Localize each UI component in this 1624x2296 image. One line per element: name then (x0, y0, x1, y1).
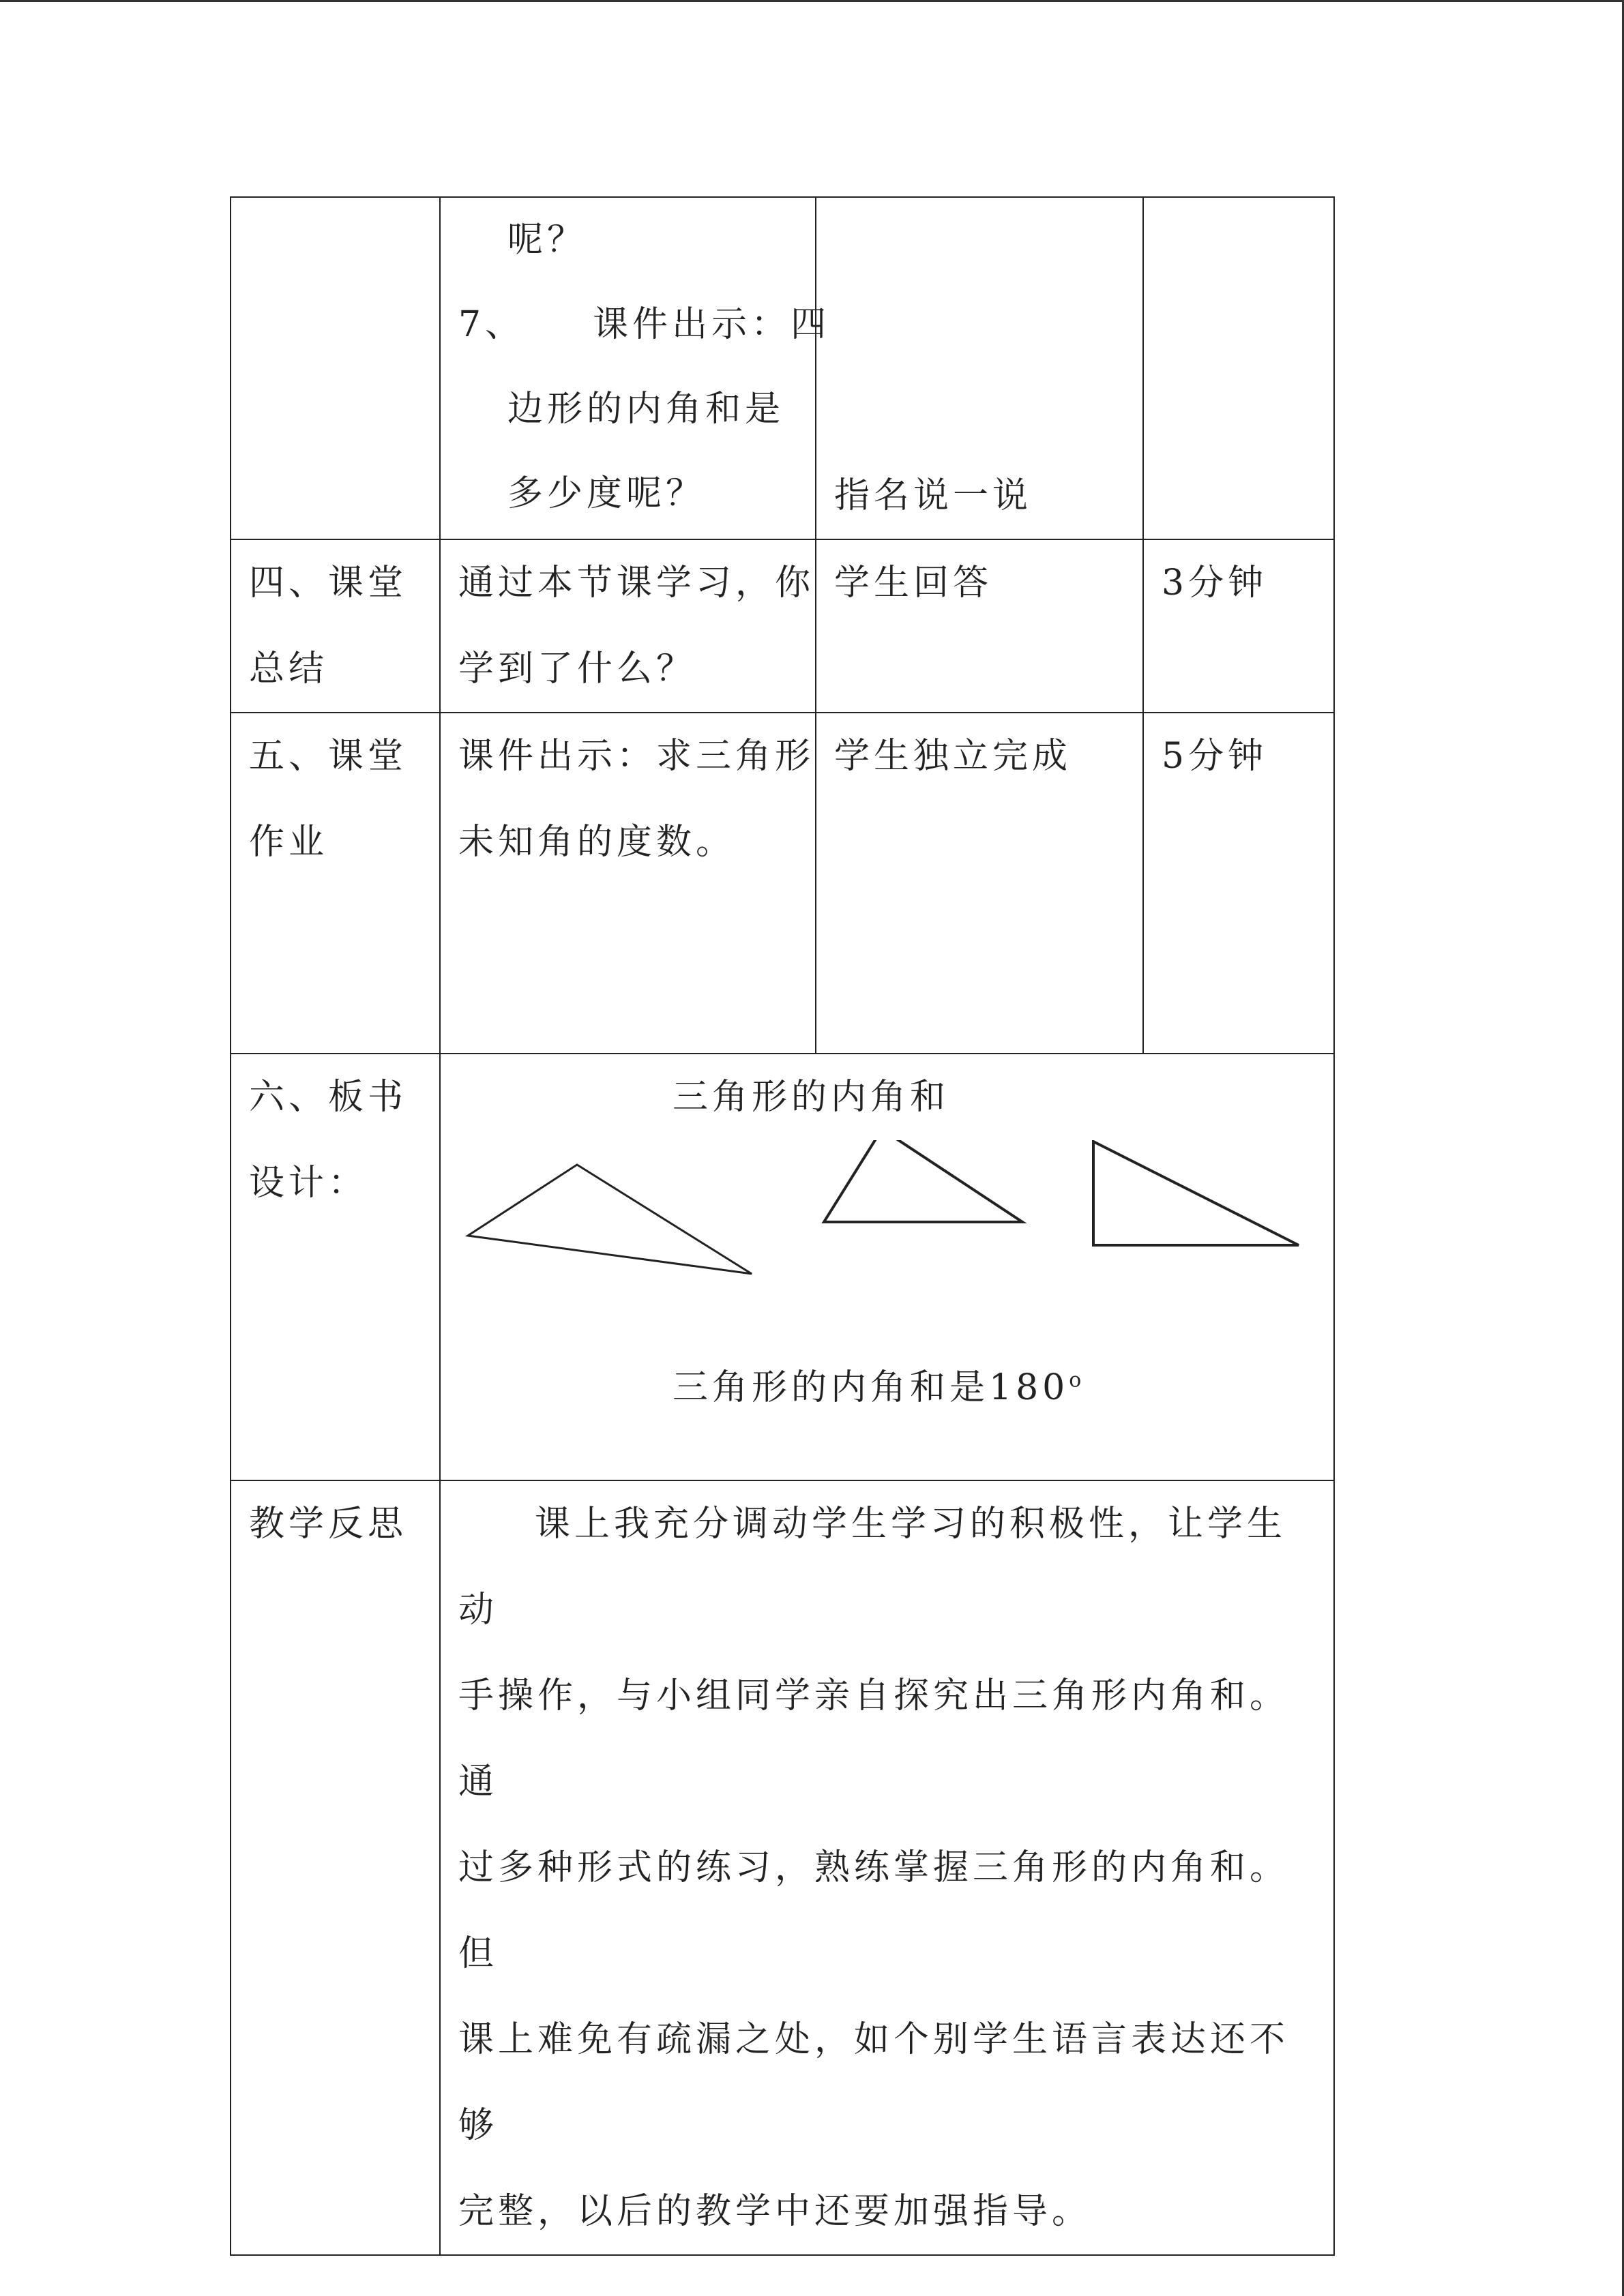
content-cell (440, 713, 816, 1054)
conclusion-text: 三角形的内角和是180 (673, 1367, 1069, 1408)
obtuse-triangle (468, 1165, 752, 1274)
stage-label: 四、课堂 (249, 563, 408, 603)
content-line-numbered (458, 282, 831, 367)
table-row-summary (231, 539, 1334, 713)
reflection-line: 过多种形式的练习，熟练掌握三角形的内角和。但 (458, 1847, 1290, 1974)
stage-cell (231, 713, 440, 1054)
reflection-cell (440, 1480, 1334, 2255)
degree-mark: o (1069, 1368, 1086, 1392)
right-triangle (1093, 1142, 1299, 1245)
content-line: 未知角的度数。 (458, 822, 736, 863)
lesson-plan-table (230, 196, 1335, 2256)
stage-label: 五、课堂 (249, 736, 408, 777)
board-cell (440, 1054, 1334, 1480)
content-cell (440, 539, 816, 713)
time-cell (1143, 539, 1334, 713)
time-cell (1143, 197, 1334, 539)
reflection-line: 课上难免有疏漏之处，如个别学生语言表达还不够 (458, 2019, 1290, 2146)
content-cell (440, 197, 831, 539)
stage-cell (231, 1480, 440, 2255)
stage-label: 教学反思 (249, 1504, 408, 1545)
student-cell (816, 539, 1143, 713)
stage-label: 六、板书 (249, 1077, 408, 1118)
stage-cell (231, 1054, 440, 1480)
reflection-line: 手操作，与小组同学亲自探究出三角形内角和。通 (458, 1675, 1290, 1802)
triangles-figure (441, 1140, 1333, 1345)
board-title: 三角形的内角和 (673, 1077, 950, 1118)
reflection-line: 完整，以后的教学中还要加强指导。 (458, 2191, 1092, 2232)
time-cell (1143, 713, 1334, 1054)
time-value: 3分钟 (1162, 563, 1268, 603)
content-line: 课件出示：求三角形 (458, 736, 815, 777)
table-row-board-design (231, 1054, 1334, 1480)
content-line: 通过本节课学习，你 (458, 563, 815, 603)
stage-label: 设计： (249, 1163, 368, 1204)
table-row-continued (231, 197, 1334, 539)
content-line: 呢？ (507, 220, 587, 260)
board-conclusion (441, 1345, 1333, 1431)
stage-label: 总结 (249, 648, 329, 689)
acute-triangle (824, 1140, 1022, 1222)
student-activity: 学生回答 (834, 563, 993, 603)
page-frame-top (0, 0, 1624, 2)
student-activity: 指名说一说 (834, 475, 1033, 516)
content-line: 多少度呢？ (507, 473, 706, 514)
content-line: 学到了什么？ (458, 648, 696, 689)
triangle-drawings (441, 1140, 1333, 1345)
time-value: 5分钟 (1162, 736, 1268, 777)
student-cell (816, 197, 1143, 539)
table-row-homework (231, 713, 1334, 1054)
content-line: 边形的内角和是 (507, 389, 785, 430)
reflection-line: 课上我充分调动学生学习的积极性，让学生动 (458, 1504, 1287, 1630)
table-row-reflection (231, 1480, 1334, 2255)
stage-cell-empty (231, 197, 440, 539)
stage-label: 作业 (249, 822, 329, 863)
student-cell (816, 713, 1143, 1054)
item-number: 7、 (458, 304, 525, 345)
stage-cell (231, 539, 440, 713)
item-text: 课件出示：四 (593, 304, 831, 345)
student-activity: 学生独立完成 (834, 736, 1072, 777)
